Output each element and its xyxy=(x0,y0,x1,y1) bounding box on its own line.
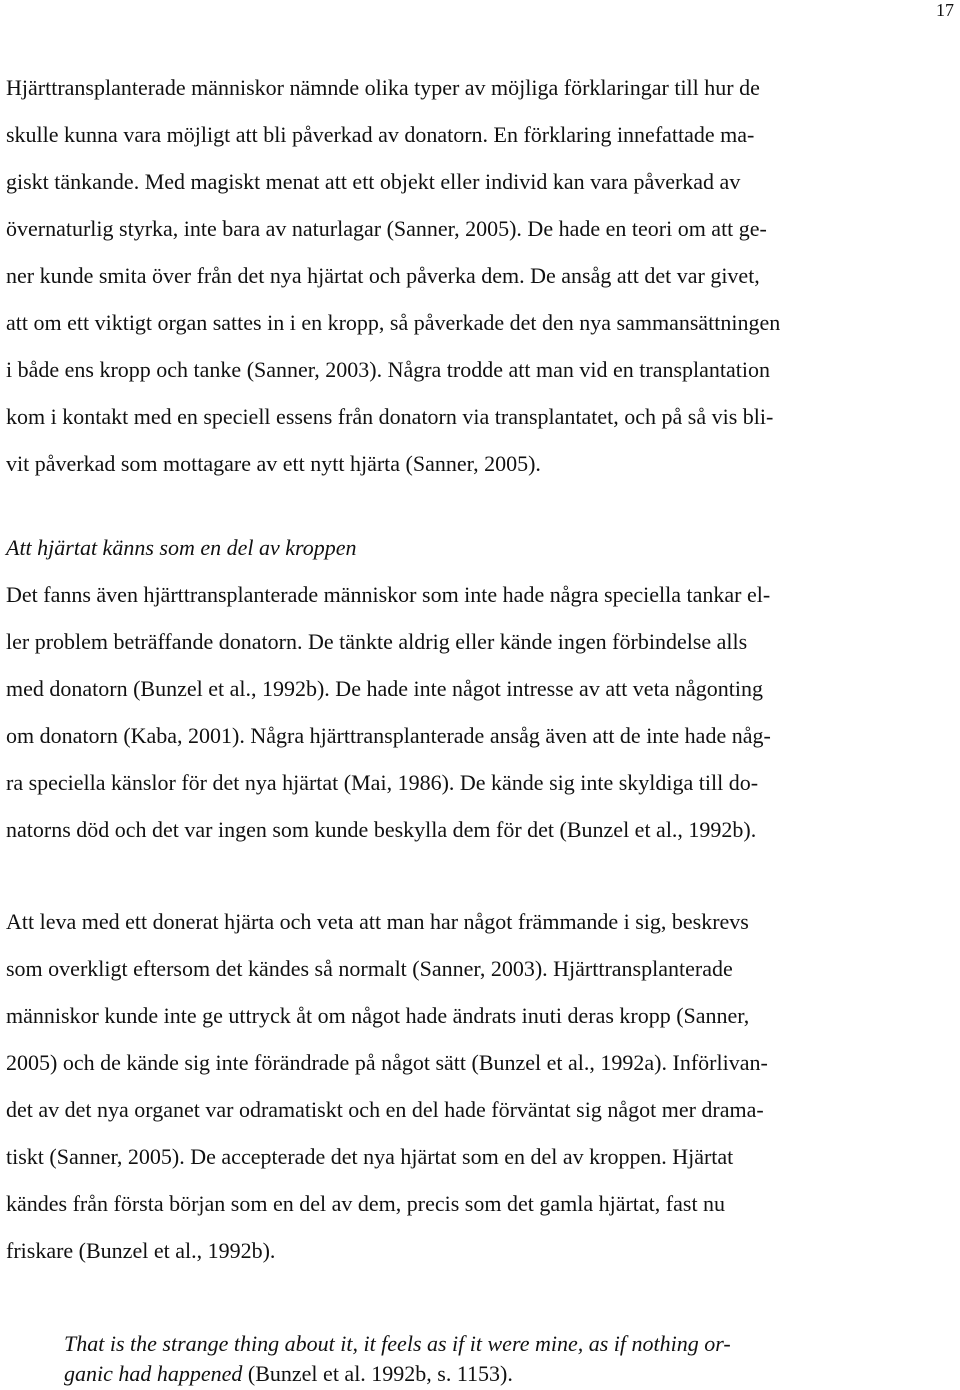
paragraph-line: det av det nya organet var odramatiskt och en del hade förväntat sig något mer drama- xyxy=(6,1097,764,1122)
paragraph-line: om donatorn (Kaba, 2001). Några hjärttransplanterade ansåg även att de inte hade någ- xyxy=(6,723,771,748)
paragraph-line: tiskt (Sanner, 2005). De accepterade det nya hjärtat som en del av kroppen. Hjärtat xyxy=(6,1144,734,1169)
paragraph-line: friskare (Bunzel et al., 1992b). xyxy=(6,1238,276,1263)
paragraph-line: Hjärttransplanterade människor nämnde olika typer av möjliga förklaringar till hur de xyxy=(6,75,760,100)
paragraph-line: att om ett viktigt organ sattes in i en kropp, så påverkade det den nya sammansättningen xyxy=(6,310,781,335)
quote-text: ganic had happened xyxy=(64,1361,243,1386)
paragraph-line: ra speciella känslor för det nya hjärtat (Mai, 1986). De kände sig inte skyldiga till do- xyxy=(6,770,759,795)
paragraph-line: i både ens kropp och tanke (Sanner, 2003). Några trodde att man vid en transplantation xyxy=(6,357,770,382)
paragraph-line: giskt tänkande. Med magiskt menat att ett objekt eller individ kan vara påverkad av xyxy=(6,169,741,194)
paragraph-line: övernaturlig styrka, inte bara av naturlagar (Sanner, 2005). De hade en teori om att ge- xyxy=(6,216,767,241)
quote-citation: (Bunzel et al. 1992b, s. 1153). xyxy=(242,1361,513,1386)
paragraph-line: som overkligt eftersom det kändes så normalt (Sanner, 2003). Hjärttransplanterade xyxy=(6,956,733,981)
paragraph-line: vit påverkad som mottagare av ett nytt hjärta (Sanner, 2005). xyxy=(6,451,541,476)
paragraph-line: 2005) och de kände sig inte förändrade på något sätt (Bunzel et al., 1992a). Införlivan- xyxy=(6,1050,768,1075)
quote-line-last xyxy=(64,1360,513,1388)
paragraph-line: Det fanns även hjärttransplanterade människor som inte hade några speciella tankar el- xyxy=(6,582,771,607)
paragraph-line: skulle kunna vara möjligt att bli påverkad av donatorn. En förklaring innefattade ma- xyxy=(6,122,755,147)
paragraph-line: kändes från första början som en del av dem, precis som det gamla hjärtat, fast nu xyxy=(6,1191,726,1216)
section-heading: Att hjärtat känns som en del av kroppen xyxy=(6,535,357,560)
paragraph-line: natorns död och det var ingen som kunde beskylla dem för det (Bunzel et al., 1992b). xyxy=(6,817,757,842)
paragraph-line: Att leva med ett donerat hjärta och veta att man har något främmande i sig, beskrevs xyxy=(6,909,749,934)
paragraph-line: ner kunde smita över från det nya hjärtat och påverka dem. De ansåg att det var givet, xyxy=(6,263,760,288)
quote-line: That is the strange thing about it, it feels as if it were mine, as if nothing or- xyxy=(64,1331,731,1356)
paragraph-line: med donatorn (Bunzel et al., 1992b). De hade inte något intresse av att veta någonting xyxy=(6,676,763,701)
paragraph-line: ler problem beträffande donatorn. De tänkte aldrig eller kände ingen förbindelse alls xyxy=(6,629,748,654)
paragraph-line: människor kunde inte ge uttryck åt om något hade ändrats inuti deras kropp (Sanner, xyxy=(6,1003,750,1028)
paragraph-line: kom i kontakt med en speciell essens från donatorn via transplantatet, och på så vis bli- xyxy=(6,404,774,429)
page-number: 17 xyxy=(936,0,954,20)
